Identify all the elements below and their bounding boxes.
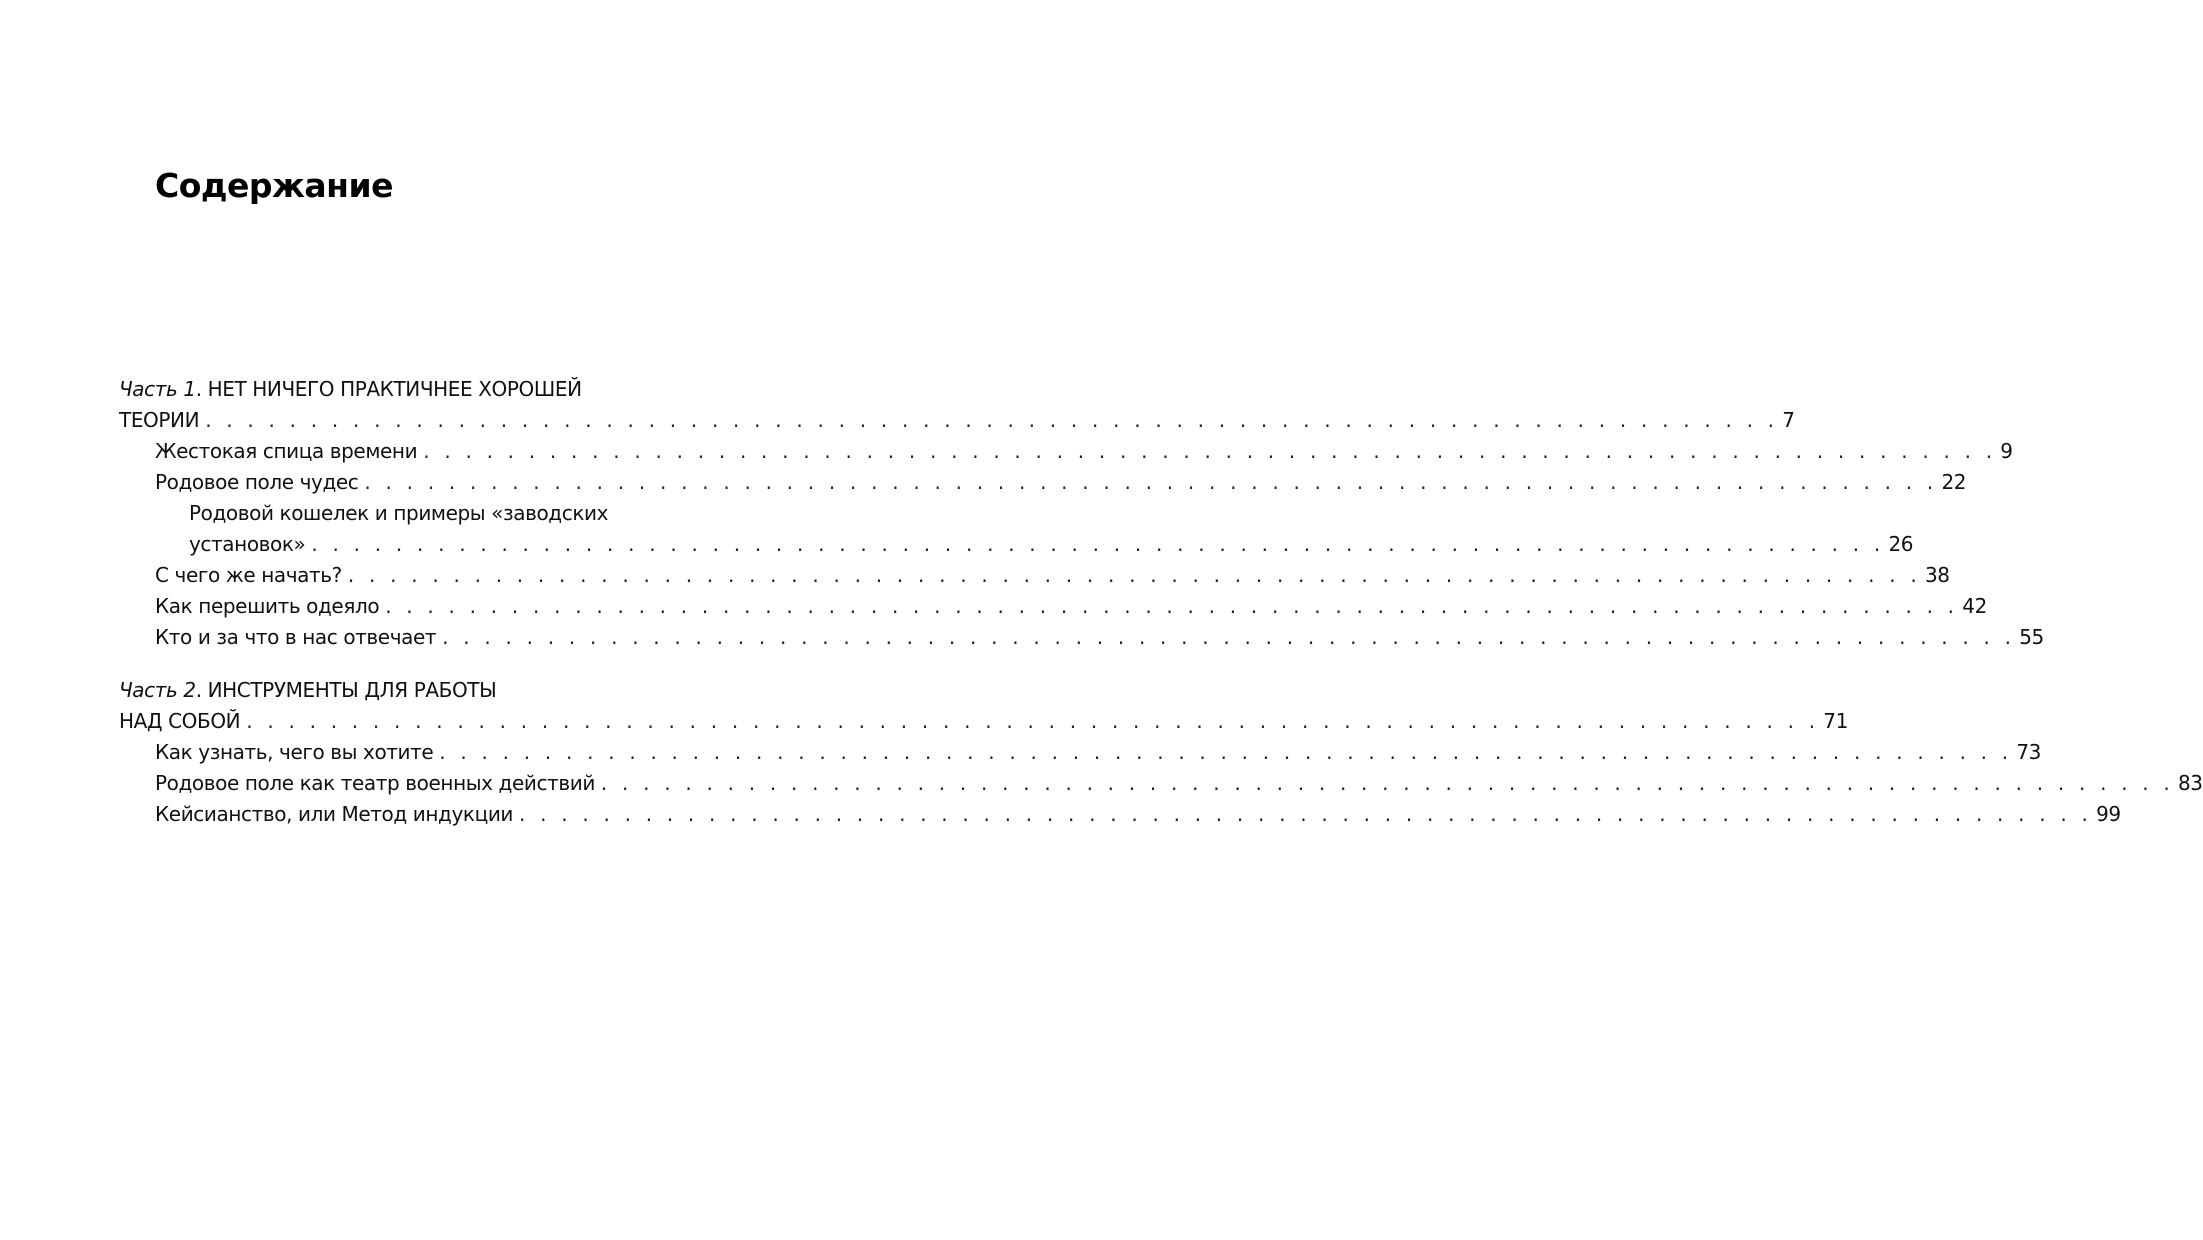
toc-entry[interactable] bbox=[119, 799, 2121, 830]
entry-title: Как перешить одеяло bbox=[155, 594, 380, 618]
subentry-title-line-1 bbox=[119, 498, 675, 529]
part-2-title-line-1 bbox=[119, 675, 675, 706]
toc-part-2 bbox=[119, 675, 2203, 830]
page-number: 26 bbox=[1888, 532, 1914, 556]
dot-leader: . . . . . . . . . . . . . . . . . . . . . . . . . . . . . . . . . . . . . . . . . . . . . . . . . . . . . . . . . . . . . . . . . . . . . . . . . . . bbox=[439, 740, 2013, 764]
part-2-label: Часть 2 bbox=[119, 678, 196, 702]
toc-entry[interactable] bbox=[119, 436, 2013, 467]
part-1-title-line-1 bbox=[119, 374, 675, 405]
dot-leader: . . . . . . . . . . . . . . . . . . . . . . . . . . . . . . . . . . . . . . . . . . . . . . . . . . . . . . . . . . . . . . . . . . . . . . . . . . . bbox=[385, 594, 1959, 618]
dot-leader: . . . . . . . . . . . . . . . . . . . . . . . . . . . . . . . . . . . . . . . . . . . . . . . . . . . . . . . . . . . . . . . . . . . . . . . . . . . bbox=[311, 532, 1885, 556]
toc-entry[interactable] bbox=[119, 737, 2042, 768]
toc-entry[interactable] bbox=[119, 467, 1967, 498]
entry-title: Кто и за что в нас отвечает bbox=[155, 625, 437, 649]
entry-title: С чего же начать? bbox=[155, 563, 342, 587]
page-number: 99 bbox=[2096, 802, 2121, 826]
page-number: 22 bbox=[1941, 470, 1967, 494]
dot-leader: . . . . . . . . . . . . . . . . . . . . . . . . . . . . . . . . . . . . . . . . . . . . . . . . . . . . . . . . . . . . . . . . . . . . . . . . . . . bbox=[364, 470, 1938, 494]
subentry-title-second: установок» bbox=[189, 532, 306, 556]
table-of-contents bbox=[119, 374, 2203, 852]
page-number: 73 bbox=[2016, 740, 2042, 764]
page-number: 55 bbox=[2019, 625, 2044, 649]
dot-leader: . . . . . . . . . . . . . . . . . . . . . . . . . . . . . . . . . . . . . . . . . . . . . . . . . . . . . . . . . . . . . . . . . . . . . . . . . . . bbox=[246, 709, 1820, 733]
part-1-title-first: . НЕТ НИЧЕГО ПРАКТИЧНЕЕ ХОРОШЕЙ bbox=[195, 377, 582, 401]
subentry-title-first: Родовой кошелек и примеры «заводских bbox=[189, 501, 609, 525]
toc-entry[interactable] bbox=[119, 622, 2044, 653]
entry-title: Родовое поле чудес bbox=[155, 470, 359, 494]
dot-leader: . . . . . . . . . . . . . . . . . . . . . . . . . . . . . . . . . . . . . . . . . . . . . . . . . . . . . . . . . . . . . . . . . . . . . . . . . . . bbox=[347, 563, 1921, 587]
entry-title: Кейсианство, или Метод индукции bbox=[155, 802, 514, 826]
page-number: 7 bbox=[1782, 408, 1795, 432]
page-number: 71 bbox=[1823, 709, 1848, 733]
part-2-title-first: . ИНСТРУМЕНТЫ ДЛЯ РАБОТЫ bbox=[195, 678, 497, 702]
entry-title: Родовое поле как театр военных действий bbox=[155, 771, 595, 795]
page-number: 38 bbox=[1924, 563, 1950, 587]
toc-entry[interactable] bbox=[119, 560, 1950, 591]
entry-title: Как узнать, чего вы хотите bbox=[155, 740, 434, 764]
dot-leader: . . . . . . . . . . . . . . . . . . . . . . . . . . . . . . . . . . . . . . . . . . . . . . . . . . . . . . . . . . . . . . . . . . . . . . . . . . . bbox=[600, 771, 2174, 795]
page-number: 83 bbox=[2177, 771, 2203, 795]
toc-entry[interactable] bbox=[119, 768, 2203, 799]
part-1-title-second: ТЕОРИИ bbox=[119, 408, 200, 432]
dot-leader: . . . . . . . . . . . . . . . . . . . . . . . . . . . . . . . . . . . . . . . . . . . . . . . . . . . . . . . . . . . . . . . . . . . . . . . . . . . bbox=[205, 408, 1779, 432]
page-number: 42 bbox=[1962, 594, 1987, 618]
toc-part-1 bbox=[119, 374, 2044, 653]
page-title: Содержание bbox=[155, 166, 393, 205]
part-2-title-second: НАД СОБОЙ bbox=[119, 709, 241, 733]
page-number: 9 bbox=[2000, 439, 2013, 463]
entry-title: Жестокая спица времени bbox=[155, 439, 418, 463]
toc-entry[interactable] bbox=[119, 591, 1987, 622]
part-2-entry[interactable] bbox=[119, 706, 1848, 737]
dot-leader: . . . . . . . . . . . . . . . . . . . . . . . . . . . . . . . . . . . . . . . . . . . . . . . . . . . . . . . . . . . . . . . . . . . . . . . . . . . bbox=[519, 802, 2093, 826]
dot-leader: . . . . . . . . . . . . . . . . . . . . . . . . . . . . . . . . . . . . . . . . . . . . . . . . . . . . . . . . . . . . . . . . . . . . . . . . . . . bbox=[442, 625, 2016, 649]
part-1-entry[interactable] bbox=[119, 405, 1795, 436]
toc-subentry[interactable] bbox=[119, 529, 1914, 560]
dot-leader: . . . . . . . . . . . . . . . . . . . . . . . . . . . . . . . . . . . . . . . . . . . . . . . . . . . . . . . . . . . . . . . . . . . . . . . . . . . bbox=[423, 439, 1997, 463]
part-1-label: Часть 1 bbox=[119, 377, 196, 401]
